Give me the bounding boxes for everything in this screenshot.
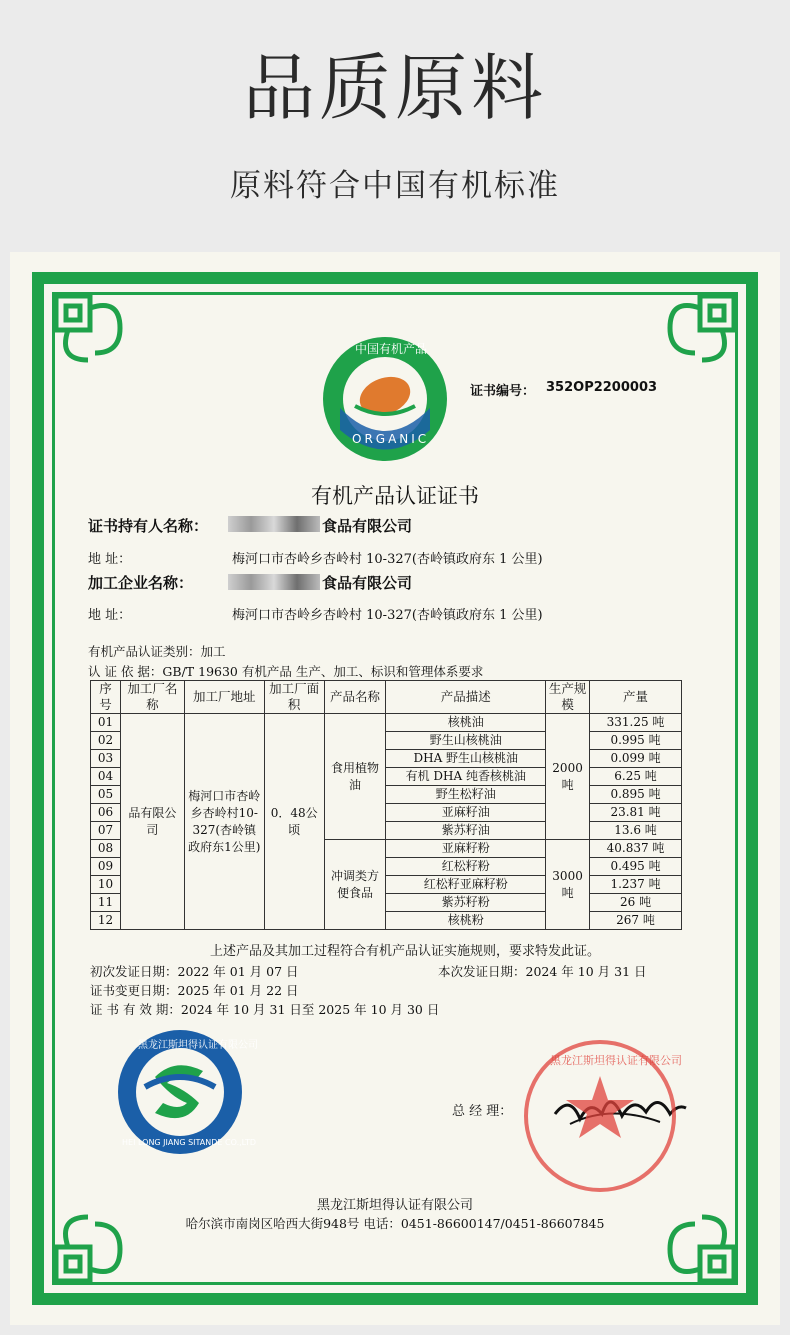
product-table: [90, 680, 682, 930]
holder-label: 证书持有人名称：: [88, 517, 209, 535]
factory-name: 品有限公司: [120, 714, 184, 930]
row-desc: 红松籽亚麻籽粉: [386, 876, 546, 894]
group2-scale: 3000吨: [546, 840, 590, 930]
table-header: 序号: [91, 681, 121, 714]
group1-name: 食用植物油: [324, 714, 386, 840]
certifier-logo-top: 黑龙江斯坦得认证有限公司: [138, 1040, 258, 1051]
table-header: 产品描述: [386, 681, 546, 714]
validity: 证 书 有 效 期：2024 年 10 月 31 日至 2025 年 10 月 30 日: [90, 1002, 440, 1017]
row-desc: 有机 DHA 纯香核桃油: [386, 768, 546, 786]
manager-label: 总 经 理：: [452, 1104, 513, 1119]
row-no: 11: [91, 894, 121, 912]
corner-ornament-icon: [662, 278, 752, 368]
this-issue-date: 本次发证日期：2024 年 10 月 31 日: [438, 964, 647, 979]
row-qty: 26 吨: [590, 894, 682, 912]
row-desc: 核桃油: [386, 714, 546, 732]
table-header: 加工厂地址: [184, 681, 264, 714]
page-title: 品质原料: [242, 46, 547, 130]
row-no: 04: [91, 768, 121, 786]
header-banner: [0, 0, 790, 245]
statement: 上述产品及其加工过程符合有机产品认证实施规则，要求特发此证。: [210, 944, 601, 959]
row-no: 08: [91, 840, 121, 858]
row-no: 12: [91, 912, 121, 930]
row-no: 02: [91, 732, 121, 750]
table-row: [91, 714, 682, 732]
issuer-name: 黑龙江斯坦得认证有限公司: [316, 1198, 473, 1213]
cert-number-value: 352OP2200003: [546, 380, 658, 395]
row-qty: 331.25 吨: [590, 714, 682, 732]
row-qty: 0.495 吨: [590, 858, 682, 876]
row-desc: 红松籽粉: [386, 858, 546, 876]
row-desc: 核桃粉: [386, 912, 546, 930]
table-header: 生产规模: [546, 681, 590, 714]
factory-area: 0．48公顷: [264, 714, 324, 930]
processor-label: 加工企业名称：: [88, 574, 194, 592]
row-qty: 23.81 吨: [590, 804, 682, 822]
table-header: 加工厂名称: [120, 681, 184, 714]
row-desc: 亚麻籽粉: [386, 840, 546, 858]
row-no: 06: [91, 804, 121, 822]
table-header: 加工厂面积: [264, 681, 324, 714]
table-header: 产量: [590, 681, 682, 714]
address-value: 梅河口市杏岭乡杏岭村 10-327(杏岭镇政府东 1 公里): [232, 552, 543, 567]
row-no: 05: [91, 786, 121, 804]
basis: 认 证 依 据：GB/T 19630 有机产品 生产、加工、标识和管理体系要求: [88, 664, 484, 679]
row-no: 03: [91, 750, 121, 768]
row-desc: 紫苏籽油: [386, 822, 546, 840]
address2-value: 梅河口市杏岭乡杏岭村 10-327(杏岭镇政府东 1 公里): [232, 608, 543, 623]
first-issue-date: 初次发证日期：2022 年 01 月 07 日: [90, 964, 299, 979]
holder-value: 食品有限公司: [322, 517, 413, 535]
row-qty: 13.6 吨: [590, 822, 682, 840]
row-no: 01: [91, 714, 121, 732]
address2-label: 地 址：: [88, 608, 132, 623]
redacted-name: [228, 516, 320, 532]
processor-value: 食品有限公司: [322, 574, 413, 592]
logo-top-text: 中国有机产品: [355, 342, 428, 356]
row-desc: 野生松籽油: [386, 786, 546, 804]
row-qty: 0.995 吨: [590, 732, 682, 750]
red-seal-text: 黑龙江斯坦得认证有限公司: [550, 1054, 682, 1067]
cert-title: 有机产品认证证书: [311, 484, 479, 508]
row-qty: 40.837 吨: [590, 840, 682, 858]
row-no: 10: [91, 876, 121, 894]
group1-scale: 2000吨: [546, 714, 590, 840]
factory-address: 梅河口市杏岭乡杏岭村10-327(杏岭镇政府东1公里): [184, 714, 264, 930]
row-desc: 紫苏籽粉: [386, 894, 546, 912]
table-header: 产品名称: [324, 681, 386, 714]
row-no: 07: [91, 822, 121, 840]
row-desc: 野生山核桃油: [386, 732, 546, 750]
logo-bottom-text: ORGANIC: [352, 432, 430, 446]
row-qty: 0.895 吨: [590, 786, 682, 804]
category: 有机产品认证类别：加工: [88, 644, 226, 659]
row-qty: 0.099 吨: [590, 750, 682, 768]
issuer-address: 哈尔滨市南岗区哈西大街948号 电话：0451-86600147/0451-86607845: [185, 1216, 605, 1231]
row-qty: 267 吨: [590, 912, 682, 930]
address-label: 地 址：: [88, 552, 132, 567]
row-no: 09: [91, 858, 121, 876]
certifier-logo-bottom: HEI LONG JIANG SITANDE CO.,LTD: [122, 1138, 257, 1147]
change-date: 证书变更日期：2025 年 01 月 22 日: [90, 983, 299, 998]
row-desc: DHA 野生山核桃油: [386, 750, 546, 768]
row-qty: 1.237 吨: [590, 876, 682, 894]
corner-ornament-icon: [38, 278, 128, 368]
certificate: [10, 252, 780, 1325]
redacted-name: [228, 574, 320, 590]
page-subtitle: 原料符合中国有机标准: [230, 168, 560, 204]
row-desc: 亚麻籽油: [386, 804, 546, 822]
row-qty: 6.25 吨: [590, 768, 682, 786]
cert-number-label: 证书编号：: [470, 384, 536, 399]
table-header-row: [91, 681, 682, 714]
group2-name: 冲调类方便食品: [324, 840, 386, 930]
